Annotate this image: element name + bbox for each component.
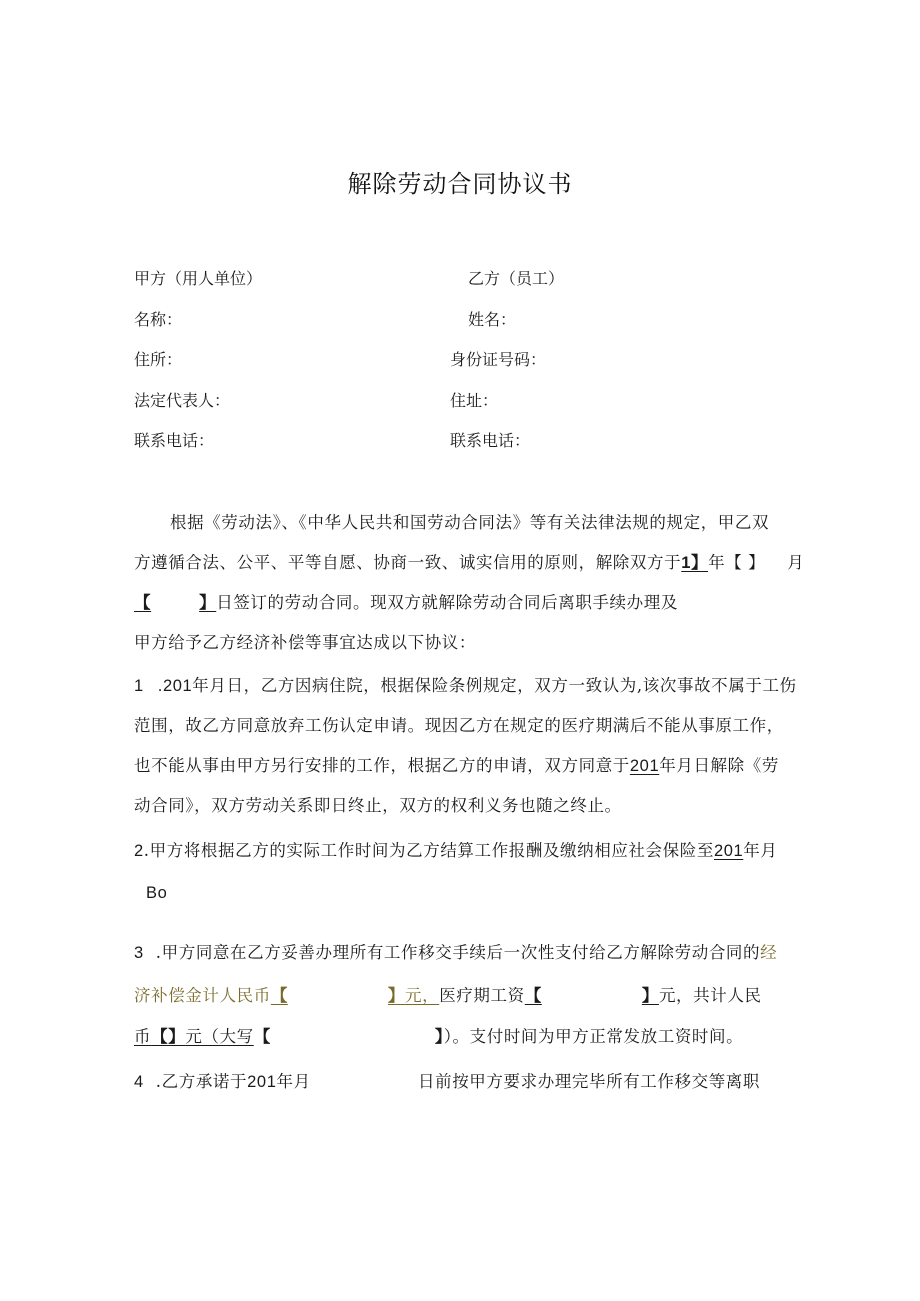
clause-4-line-1 <box>134 1068 311 1092</box>
clause-2-line-2: Bo <box>146 884 168 902</box>
clause-3-compensation-label: 济补偿金计人民币 <box>134 986 271 1005</box>
clause-3-total-blank <box>134 1027 254 1046</box>
clause-3-medical-blank <box>525 986 659 1005</box>
intro-line-4: 甲方给予乙方经济补偿等事宜达成以下协议： <box>134 633 476 652</box>
party-a-heading: 甲方（用人单位） <box>134 269 263 288</box>
clause-3-line-3-end: ）。支付时间为甲方正常发放工资时间。 <box>443 1027 744 1046</box>
clause-3-line-1-end: 经 <box>760 943 778 962</box>
clause-3-total-brackets: 【】 <box>151 1027 186 1046</box>
clause-3-words-close: 】 <box>434 1027 444 1046</box>
clause-2-year: 201 <box>713 842 744 860</box>
party-a-name-label: 名称： <box>134 310 183 329</box>
party-b-heading: 乙方（员工） <box>468 269 565 288</box>
intro-day-blank <box>134 593 216 612</box>
clause-3-number: 3 <box>134 944 144 962</box>
clause-3-line-1 <box>134 939 777 963</box>
party-b-id-label: 身份证号码： <box>450 350 547 369</box>
clause-3-compensation-close: 】 <box>387 986 406 1005</box>
clause-1-line-3 <box>134 752 779 776</box>
clause-3-words-open: 【 <box>253 1027 271 1046</box>
clause-4-month: 年月 <box>276 1072 311 1091</box>
clause-4-year: 201 <box>247 1073 277 1091</box>
clause-3-medical-open: 【 <box>524 986 542 1005</box>
clause-1-date-year: 201 <box>629 757 660 775</box>
intro-year-blank: 1】 <box>681 554 709 572</box>
clause-3-compensation-open: 【 <box>270 986 288 1005</box>
clause-1-year: .201 <box>157 677 193 695</box>
clause-4-number: 4 <box>134 1073 144 1091</box>
clause-3-total-unit: 元（大写 <box>185 1027 254 1046</box>
clause-2-line-1-end: 年月 <box>743 841 778 860</box>
clause-2-line-1-text: .甲方将根据乙方的实际工作时间为乙方结算工作报酬及缴纳相应社会保险至 <box>143 841 714 860</box>
party-b-phone-label: 联系电话： <box>450 431 531 450</box>
intro-line-2-text: 方遵循合法、公平、平等自愿、协商一致、诚实信用的原则，解除双方于 <box>134 553 682 572</box>
clause-3-line-3 <box>134 1023 743 1047</box>
clause-1-line-4: 动合同》，双方劳动关系即日终止，双方的权利义务也随之终止。 <box>134 796 622 815</box>
clause-4-line-1-text: .乙方承诺于 <box>155 1072 248 1091</box>
intro-line-2-month: 月 <box>787 553 805 572</box>
party-a-rep-label: 法定代表人： <box>134 391 231 410</box>
intro-line-2-year: 年【 】 <box>708 553 766 572</box>
clause-3-line-2 <box>134 982 762 1006</box>
clause-3-medical-label: 医疗期工资 <box>439 986 525 1005</box>
intro-line-3-text: 日签订的劳动合同。现双方就解除劳动合同后离职手续办理及 <box>216 593 678 612</box>
intro-line-2 <box>134 549 804 573</box>
clause-3-medical-close: 】 <box>641 986 659 1005</box>
clause-4-line-1-end: 日前按甲方要求办理完毕所有工作移交等离职 <box>418 1072 760 1091</box>
intro-day-close-bracket: 】 <box>199 593 217 612</box>
party-b-name-label: 姓名： <box>468 310 517 329</box>
intro-line-1: 根据《劳动法》、《中华人民共和国劳动合同法》等有关法律法规的规定，甲乙双 <box>170 513 770 532</box>
party-a-phone-label: 联系电话： <box>134 431 215 450</box>
clause-1-line-3-text: 也不能从事由甲方另行安排的工作，根据乙方的申请，双方同意于 <box>134 756 630 775</box>
clause-1-line-1-text: 年月日，乙方因病住院，根据保险条例规定，双方一致认为,该次事故不属于工伤 <box>192 676 797 695</box>
clause-3-line-1-text: .甲方同意在乙方妥善办理所有工作移交手续后一次性支付给乙方解除劳动合同的 <box>155 943 761 962</box>
clause-3-line-2-end: 元，共计人民 <box>658 986 762 1005</box>
clause-1-line-3-end: 年月日解除《劳 <box>659 756 779 775</box>
clause-2-number: 2 <box>134 842 144 860</box>
clause-3-total-currency: 币 <box>134 1027 152 1046</box>
clause-1-line-2: 范围，故乙方同意放弃工伤认定申请。现因乙方在规定的医疗期满后不能从事原工作， <box>134 716 784 735</box>
clause-3-compensation-unit: 元， <box>405 986 440 1005</box>
clause-3-compensation-blank <box>271 986 439 1005</box>
intro-line-3 <box>134 589 678 613</box>
party-a-address-label: 住所： <box>134 350 183 369</box>
document-title: 解除劳动合同协议书 <box>347 170 573 198</box>
intro-day-open-bracket: 【 <box>134 593 152 612</box>
clause-1-line-1 <box>134 672 797 696</box>
clause-2-line-1 <box>134 837 777 861</box>
party-b-address-label: 住址： <box>450 391 499 410</box>
clause-1-number: 1 <box>134 677 144 695</box>
